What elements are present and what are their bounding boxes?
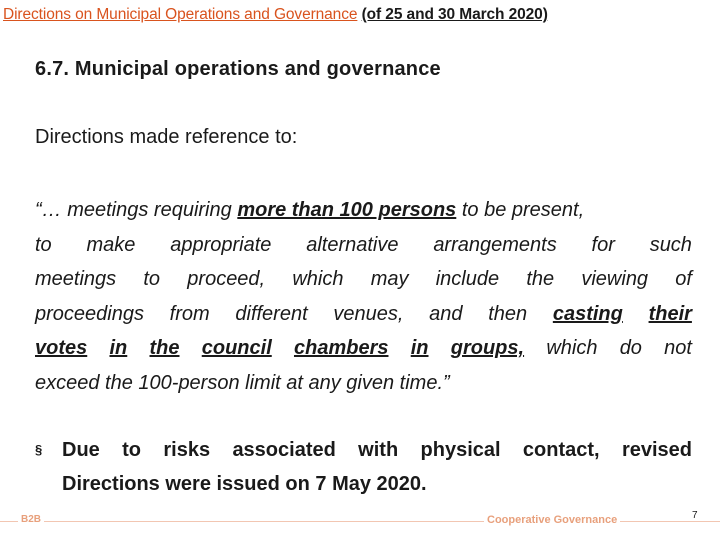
bullet-item bbox=[35, 433, 692, 501]
quote-word: proceedings bbox=[35, 302, 144, 325]
quote-line-2 bbox=[35, 228, 692, 263]
bullet-line-1 bbox=[35, 433, 692, 467]
quote-word: arrangements bbox=[433, 233, 557, 256]
quote-word: make bbox=[86, 233, 136, 256]
title-dates: (of 25 and 30 March 2020) bbox=[361, 6, 548, 23]
quote-emphasis: the bbox=[149, 337, 180, 359]
quote-word: meetings bbox=[35, 268, 117, 290]
section-heading: 6.7. Municipal operations and governance bbox=[35, 58, 441, 80]
bullet-marker-icon: § bbox=[35, 442, 43, 457]
quote-text: “… meetings requiring bbox=[35, 199, 232, 221]
quote-word: alternative bbox=[306, 233, 399, 256]
bullet-word: contact, bbox=[522, 439, 600, 461]
quote-word: different bbox=[235, 302, 308, 325]
quote-block bbox=[35, 193, 692, 400]
bullet-line-2: Directions were issued on 7 May 2020. bbox=[62, 473, 427, 495]
quote-emphasis: council bbox=[201, 337, 272, 359]
bullet-word: associated bbox=[232, 439, 336, 461]
quote-line-6: exceed the 100-person limit at any given time.” bbox=[35, 371, 450, 394]
page-number: 7 bbox=[692, 510, 698, 521]
quote-emphasis: casting bbox=[552, 302, 623, 325]
quote-word: not bbox=[664, 337, 692, 359]
quote-line-4 bbox=[35, 297, 692, 332]
quote-word: do bbox=[619, 337, 642, 359]
quote-word: to bbox=[35, 233, 52, 256]
title-main: Directions on Municipal Operations and Governance bbox=[3, 6, 358, 23]
quote-line-3 bbox=[35, 262, 692, 297]
quote-word: appropriate bbox=[170, 233, 272, 256]
bullet-word: Due bbox=[62, 439, 100, 461]
quote-emphasis: chambers bbox=[293, 337, 389, 359]
quote-word: include bbox=[435, 268, 500, 290]
quote-emphasis: votes bbox=[35, 337, 88, 359]
quote-line-1 bbox=[35, 193, 692, 228]
quote-emphasis: in bbox=[109, 337, 128, 359]
quote-word: such bbox=[649, 233, 692, 256]
quote-text: to be present, bbox=[461, 199, 585, 221]
quote-word: and bbox=[429, 302, 463, 325]
bullet-word: risks bbox=[163, 439, 211, 461]
quote-word: of bbox=[675, 268, 692, 290]
quote-word: the bbox=[526, 268, 555, 290]
quote-word: proceed, bbox=[187, 268, 266, 290]
quote-word: viewing bbox=[581, 268, 649, 290]
footer-brand: B2B bbox=[18, 514, 44, 525]
quote-word: from bbox=[169, 302, 210, 325]
footer-department: Cooperative Governance bbox=[484, 514, 620, 526]
quote-word: may bbox=[370, 268, 409, 290]
quote-word: to bbox=[143, 268, 161, 290]
quote-word: for bbox=[591, 233, 615, 256]
quote-word: then bbox=[488, 302, 528, 325]
quote-word: venues, bbox=[333, 302, 404, 325]
quote-line-5 bbox=[35, 331, 692, 366]
bullet-word: to bbox=[122, 439, 142, 461]
quote-emphasis: groups, bbox=[450, 337, 525, 359]
bullet-word: revised bbox=[621, 439, 692, 461]
quote-emphasis: more than 100 persons bbox=[237, 199, 457, 221]
quote-word: which bbox=[546, 337, 598, 359]
slide-title bbox=[3, 6, 717, 24]
intro-text: Directions made reference to: bbox=[35, 126, 298, 148]
bullet-text bbox=[62, 433, 692, 467]
bullet-word: with bbox=[358, 439, 399, 461]
quote-emphasis: in bbox=[410, 337, 429, 359]
bullet-word: physical bbox=[420, 439, 501, 461]
quote-word: which bbox=[292, 268, 344, 290]
quote-emphasis: their bbox=[648, 302, 692, 325]
